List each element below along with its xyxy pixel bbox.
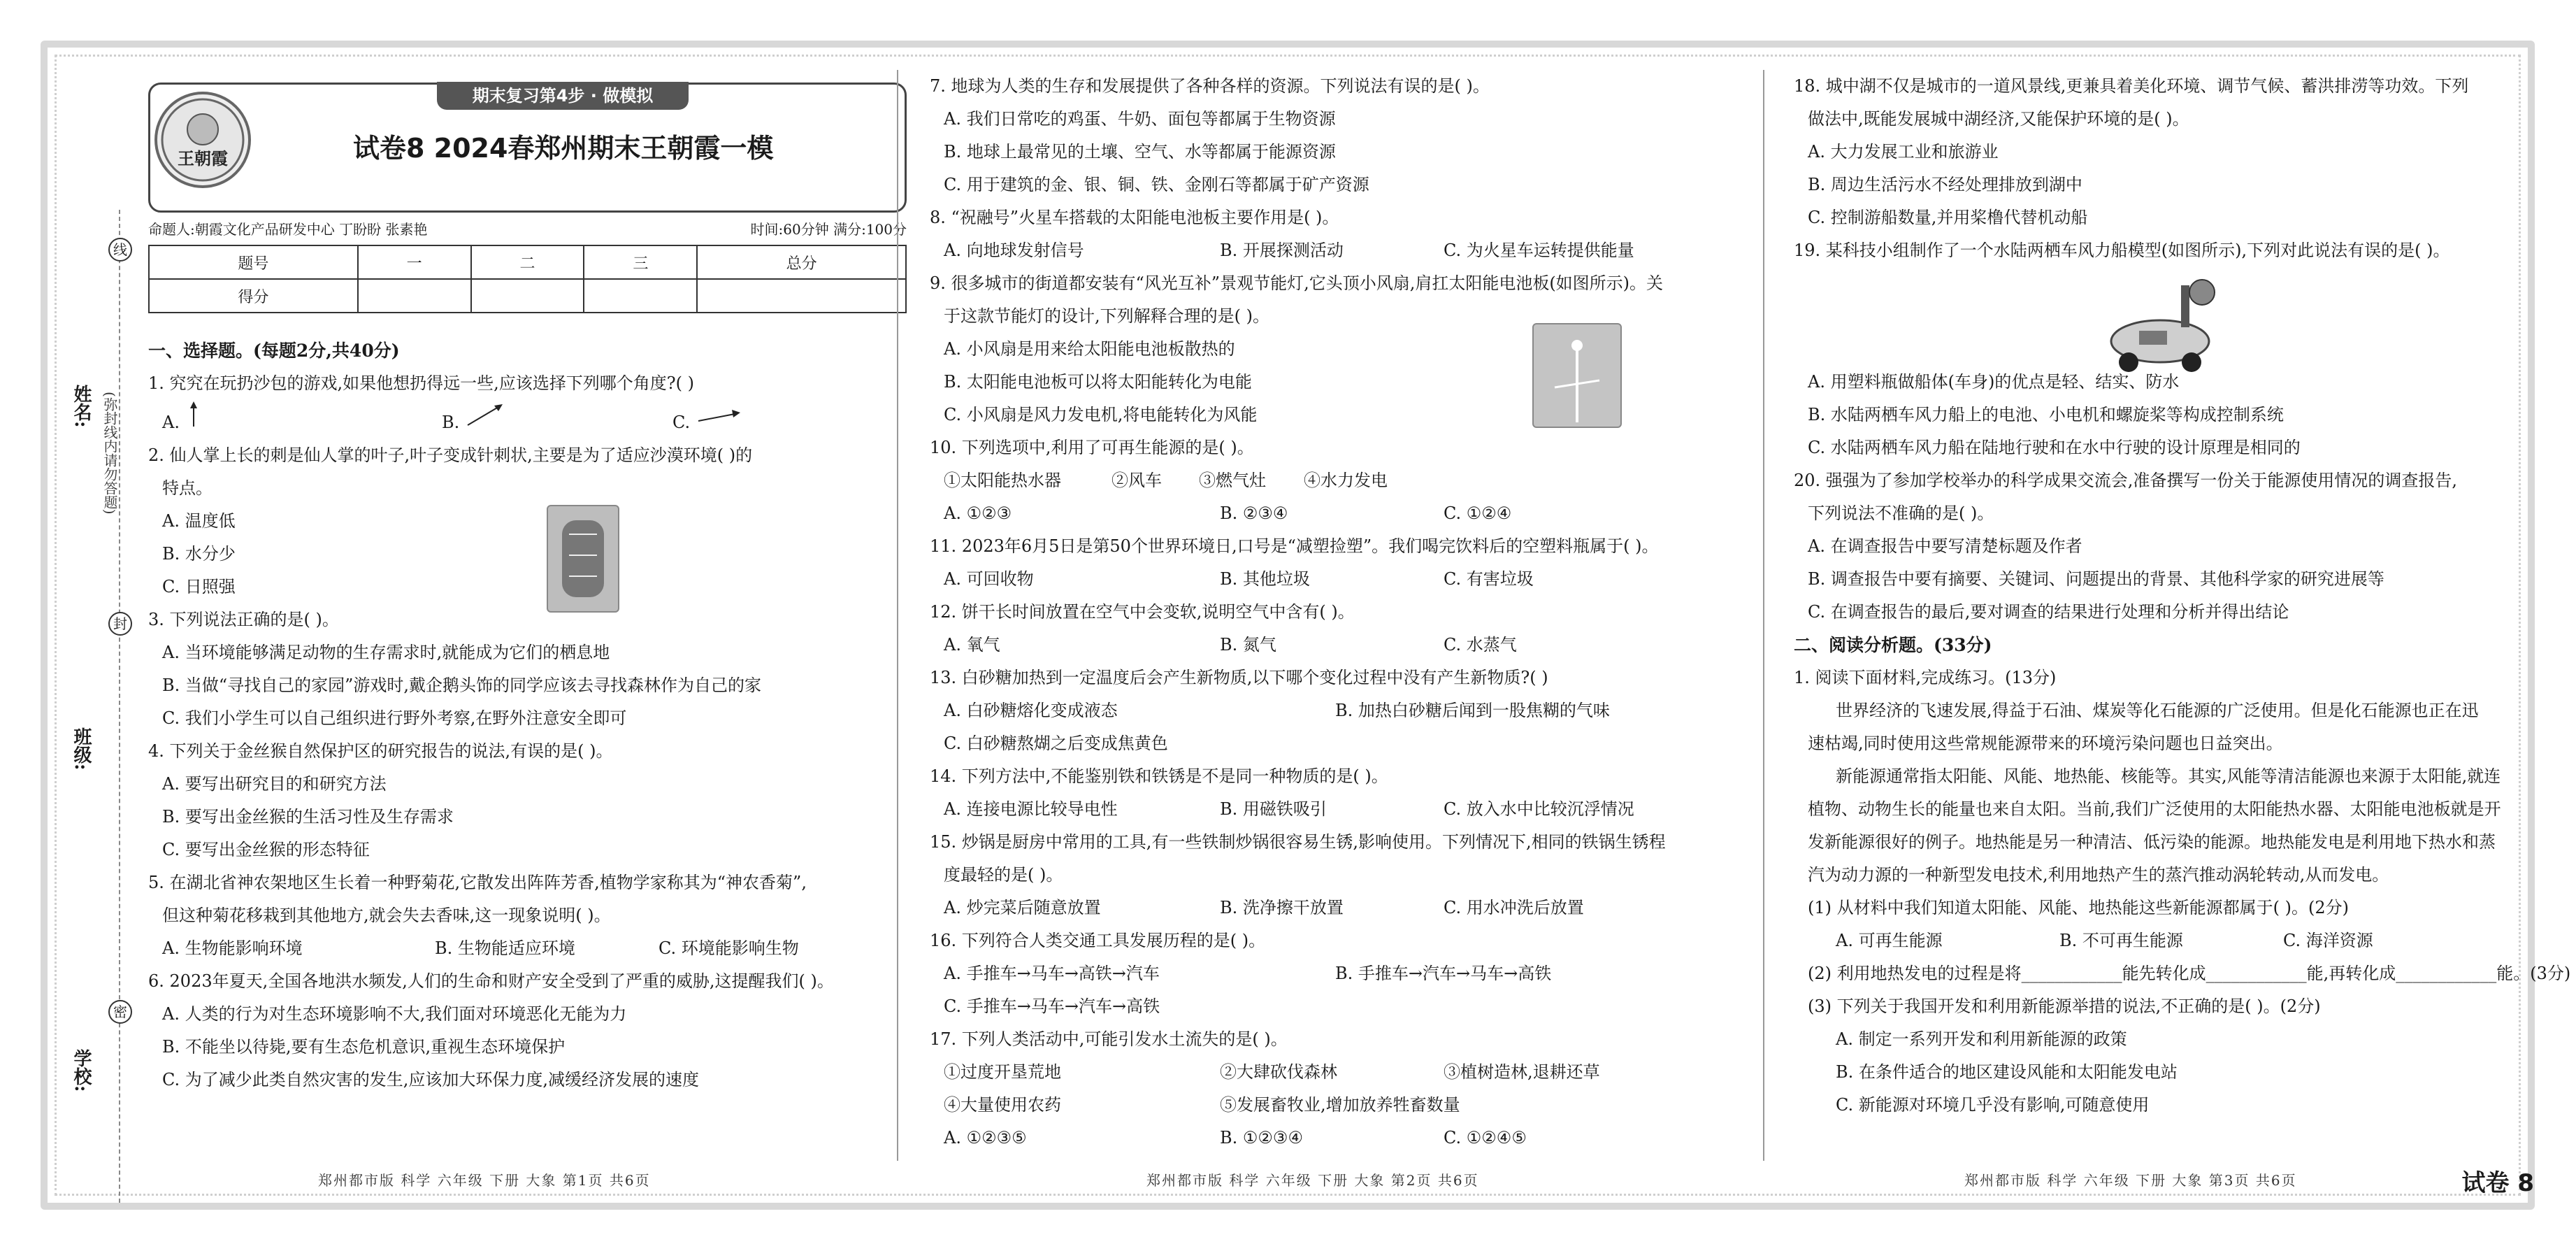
question: 4. 下列关于金丝猴自然保护区的研究报告的说法,有误的是( )。 — [148, 741, 613, 761]
q11-options — [930, 563, 1741, 596]
score-input-cell[interactable] — [358, 279, 471, 313]
page-footer: 郑州都市版 科学 六年级 下册 大象 第1页 共6页 — [318, 1172, 651, 1189]
question: 13. 白砂糖加热到一定温度后会产生新物质,以下哪个变化过程中没有产生新物质?( ) — [930, 668, 1548, 687]
score-input-cell[interactable] — [697, 279, 906, 313]
passage-line: 世界经济的飞速发展,得益于石油、煤炭等化石能源的广泛使用。但是化石能源也正在迅 — [1836, 701, 2479, 720]
passage-line: 发新能源很好的例子。地热能是另一种清洁、低污染的能源。地热能发电是利用地下热水和蒸 — [1808, 832, 2496, 852]
question: 1. 阅读下面材料,完成练习。(13分) — [1794, 668, 2057, 687]
sub-question: (2) 利用地热发电的过程是将____________能先转化成____________能,再转化成____________能。(3分) — [1808, 964, 2571, 983]
question: 7. 地球为人类的生存和发展提供了各种各样的资源。下列说法有误的是( )。 — [930, 76, 1490, 96]
question: 19. 某科技小组制作了一个水陆两栖车风力船模型(如图所示),下列对此说法有误的是( )。 — [1794, 241, 2450, 260]
table-cell: 三 — [584, 245, 697, 279]
q17-items — [930, 1056, 1741, 1089]
option: B. 调查报告中要有摘要、关键词、问题提出的背景、其他科学家的研究进展等 — [1808, 569, 2384, 589]
q13-options — [930, 694, 1741, 727]
boat-model-icon — [2097, 271, 2223, 383]
street-lamp-photo — [1532, 323, 1622, 428]
option: B. 手推车→汽车→马车→高铁 — [1335, 964, 1552, 983]
table-cell: 总分 — [697, 245, 906, 279]
column-3 — [1794, 70, 2571, 1122]
column-2 — [930, 70, 1741, 1155]
item: ①太阳能热水器 — [944, 471, 1061, 490]
option: B. 要写出金丝猴的生活习性及生存需求 — [162, 807, 454, 827]
step-tab: 期末复习第4步 · 做模拟 — [437, 82, 689, 110]
item: ③燃气灶 — [1199, 471, 1266, 490]
cactus-photo — [547, 505, 619, 613]
seal-char: 封 — [108, 612, 132, 636]
option: A. 用塑料瓶做船体(车身)的优点是轻、结实、防水 — [1808, 372, 2180, 392]
score-table — [148, 245, 907, 313]
section-title: 一、选择题。(每题2分,共40分) — [148, 341, 400, 361]
option: B. 水陆两栖车风力船上的电池、小电机和螺旋桨等构成控制系统 — [1808, 405, 2284, 424]
column-divider — [897, 70, 898, 1161]
table-cell: 题号 — [149, 245, 358, 279]
exam-number-tag: 试卷 8 — [2461, 1169, 2534, 1197]
option-label: A. — [162, 413, 180, 432]
class-label: 班级: — [71, 727, 92, 771]
question: 20. 强强为了参加学校举办的科学成果交流会,准备撰写一份关于能源使用情况的调查报告, — [1794, 471, 2458, 490]
question-cont: 做法中,既能发展城中湖经济,又能保护环境的是( )。 — [1808, 109, 2189, 129]
passage-line: 速枯竭,同时使用这些常规能源带来的环境污染问题也日益突出。 — [1808, 734, 2283, 753]
table-row — [149, 279, 906, 313]
exam-title: 试卷8 2024春郑州期末王朝霞一模 — [353, 133, 774, 164]
arrow-up-icon — [185, 400, 213, 428]
cactus-icon — [548, 506, 618, 611]
question: 3. 下列说法正确的是( )。 — [148, 610, 339, 629]
option: C. 水蒸气 — [1444, 635, 1517, 655]
option: B. 当做“寻找自己的家园”游戏时,戴企鹅头饰的同学应该去寻找森林作为自己的家 — [162, 675, 762, 695]
page-footer: 郑州都市版 科学 六年级 下册 大象 第2页 共6页 — [1146, 1172, 1479, 1189]
option: C. ①②④ — [1444, 503, 1512, 523]
option: C. 为火星车运转提供能量 — [1444, 241, 1634, 260]
option: C. 小风扇是风力发电机,将电能转化为风能 — [944, 405, 1258, 424]
option: A. 小风扇是用来给太阳能电池板散热的 — [944, 339, 1235, 359]
option: B. ①②③④ — [1220, 1128, 1303, 1148]
q8-options — [930, 234, 1741, 267]
option: A. 连接电源比较导电性 — [944, 799, 1118, 819]
option: C. 海洋资源 — [2283, 931, 2373, 950]
option: C. 在调查报告的最后,要对调查的结果进行处理和分析并得出结论 — [1808, 602, 2289, 622]
option: A. 白砂糖熔化变成液态 — [944, 701, 1118, 720]
option: A. 当环境能够满足动物的生存需求时,就能成为它们的栖息地 — [162, 643, 610, 662]
s1-options — [1794, 924, 2521, 957]
passage-line: 新能源通常指太阳能、风能、地热能、核能等。其实,风能等清洁能源也来源于太阳能,就连 — [1836, 766, 2501, 786]
question: 16. 下列符合人类交通工具发展历程的是( )。 — [930, 931, 1266, 950]
question: 18. 城中湖不仅是城市的一道风景线,更兼具着美化环境、调节气候、蓄洪排涝等功效。下列 — [1794, 76, 2469, 96]
option: A. ①②③ — [944, 503, 1012, 523]
question-cont: 度最轻的是( )。 — [944, 865, 1063, 885]
option: B. 水分少 — [162, 544, 236, 564]
time-score: 时间:60分钟 满分:100分 — [750, 221, 907, 238]
name-label: 姓名: — [71, 385, 92, 428]
sub-question: (1) 从材料中我们知道太阳能、风能、地热能这些新能源都属于( )。(2分) — [1808, 898, 2349, 917]
option: C. ①②④⑤ — [1444, 1128, 1527, 1148]
question: 9. 很多城市的街道都安装有“风光互补”景观节能灯,它头顶小风扇,肩扛太阳能电池板(如图所示)。关 — [930, 273, 1664, 293]
item: ④大量使用农药 — [944, 1095, 1061, 1115]
option: C. 有害垃圾 — [1444, 569, 1534, 589]
score-input-cell[interactable] — [584, 279, 697, 313]
table-row — [149, 245, 906, 279]
question: 2. 仙人掌上长的刺是仙人掌的叶子,叶子变成针刺状,主要是为了适应沙漠环境( )的 — [148, 445, 753, 465]
option: A. 氧气 — [944, 635, 1000, 655]
option: C. 要写出金丝猴的形态特征 — [162, 840, 370, 859]
question-cont: 于这款节能灯的设计,下列解释合理的是( )。 — [944, 306, 1269, 326]
brand-logo — [154, 92, 251, 188]
question: 11. 2023年6月5日是第50个世界环境日,口号是“减塑捡塑”。我们喝完饮料后的空塑料瓶属于( )。 — [930, 536, 1659, 556]
option: B. 加热白砂糖后闻到一股焦糊的气味 — [1335, 701, 1610, 720]
option: C. 新能源对环境几乎没有影响,可随意使用 — [1836, 1095, 2150, 1115]
item: ①过度开垦荒地 — [944, 1062, 1061, 1082]
option: C. 白砂糖熬煳之后变成焦黄色 — [944, 734, 1168, 753]
option: B. 生物能适应环境 — [435, 938, 575, 958]
question: 10. 下列选项中,利用了可再生能源的是( )。 — [930, 438, 1254, 457]
option: C. 我们小学生可以自己组织进行野外考察,在野外注意安全即可 — [162, 708, 627, 728]
column-1 — [148, 334, 910, 1096]
option: C. 控制游船数量,并用桨橹代替机动船 — [1808, 208, 2088, 227]
option: C. 用水冲洗后放置 — [1444, 898, 1584, 917]
seal-char: 密 — [108, 1000, 132, 1024]
q1-options — [148, 400, 910, 439]
option: A. 制定一系列开发和利用新能源的政策 — [1836, 1029, 2127, 1049]
exam-meta — [148, 218, 907, 238]
option: B. 周边生活污水不经处理排放到湖中 — [1808, 175, 2082, 194]
item: ③植树造林,退耕还草 — [1444, 1062, 1600, 1082]
arrow-shallow-icon — [696, 400, 744, 428]
option: A. 生物能影响环境 — [162, 938, 303, 958]
svg-text:王朝霞: 王朝霞 — [178, 149, 228, 169]
option: A. 向地球发射信号 — [944, 241, 1084, 260]
option: B. 太阳能电池板可以将太阳能转化为电能 — [944, 372, 1252, 392]
page-footer: 郑州都市版 科学 六年级 下册 大象 第3页 共6页 — [1964, 1172, 2297, 1189]
option: C. 手推车→马车→汽车→高铁 — [944, 996, 1160, 1016]
passage-line: 汽为动力源的一种新型发电技术,利用地热产生的蒸汽推动涡轮转动,从而发电。 — [1808, 865, 2389, 885]
item: ⑤发展畜牧业,增加放养牲畜数量 — [1220, 1095, 1460, 1115]
option: B. 不可再生能源 — [2059, 931, 2183, 950]
q15-options — [930, 892, 1741, 924]
table-cell: 得分 — [149, 279, 358, 313]
option: B. ②③④ — [1220, 503, 1288, 523]
option-label: C. — [672, 413, 691, 432]
q14-options — [930, 793, 1741, 826]
item: ④水力发电 — [1304, 471, 1388, 490]
option: A. 要写出研究目的和研究方法 — [162, 774, 387, 794]
option: A. 可再生能源 — [1836, 931, 1943, 950]
option: B. 地球上最常见的土壤、空气、水等都属于能源资源 — [944, 142, 1336, 162]
option: A. 大力发展工业和旅游业 — [1808, 142, 1999, 162]
school-label: 学校: — [71, 1049, 92, 1092]
question: 6. 2023年夏天,全国各地洪水频发,人们的生命和财产安全受到了严重的威胁,这提醒我们( )。 — [148, 971, 834, 991]
seal-line — [119, 210, 120, 1203]
option-label: B. — [442, 413, 460, 432]
section-title: 二、阅读分析题。(33分) — [1794, 635, 1992, 655]
option: B. 其他垃圾 — [1220, 569, 1310, 589]
question-cont: 但这种菊花移栽到其他地方,就会失去香味,这一现象说明( )。 — [162, 906, 611, 925]
seal-note: (弥封线内请勿答题) — [101, 392, 118, 515]
question: 17. 下列人类活动中,可能引发水土流失的是( )。 — [930, 1029, 1288, 1049]
item: ②风车 — [1111, 471, 1162, 490]
option: A. 炒完菜后随意放置 — [944, 898, 1101, 917]
question: 15. 炒锅是厨房中常用的工具,有一些铁制炒锅很容易生锈,影响使用。下列情况下,相同的铁锅生锈程 — [930, 832, 1666, 852]
q5-options — [148, 932, 910, 965]
table-cell: 二 — [471, 245, 584, 279]
option: B. 用磁铁吸引 — [1220, 799, 1327, 819]
question: 12. 饼干长时间放置在空气中会变软,说明空气中含有( )。 — [930, 602, 1355, 622]
author-line: 命题人:朝霞文化产品研发中心 丁盼盼 张素艳 — [148, 221, 428, 238]
passage-line: 植物、动物生长的能量也来自太阳。当前,我们广泛使用的太阳能热水器、太阳能电池板就是开 — [1808, 799, 2501, 819]
option: C. 水陆两栖车风力船在陆地行驶和在水中行驶的设计原理是相同的 — [1808, 438, 2301, 457]
q10-options — [930, 497, 1741, 530]
option: A. ①②③⑤ — [944, 1128, 1027, 1148]
seal-char: 线 — [108, 238, 132, 262]
option: C. 环境能影响生物 — [659, 938, 799, 958]
q16-options — [930, 957, 1741, 990]
option: A. 可回收物 — [944, 569, 1034, 589]
score-input-cell[interactable] — [471, 279, 584, 313]
option: C. 放入水中比较沉浮情况 — [1444, 799, 1634, 819]
option: B. 在条件适合的地区建设风能和太阳能发电站 — [1836, 1062, 2178, 1082]
question: 1. 究究在玩扔沙包的游戏,如果他想扔得远一些,应该选择下列哪个角度?( ) — [148, 373, 695, 393]
column-divider — [1763, 70, 1764, 1161]
q17-options — [930, 1122, 1741, 1155]
table-cell: 一 — [358, 245, 471, 279]
amphibious-boat-figure — [2097, 271, 2223, 383]
street-lamp-icon — [1534, 324, 1620, 427]
q12-options — [930, 629, 1741, 662]
question: 5. 在湖北省神农架地区生长着一种野菊花,它散发出阵阵芳香,植物学家称其为“神农香菊”, — [148, 873, 807, 892]
q10-items — [930, 464, 1741, 497]
option: B. 不能坐以待毙,要有生态危机意识,重视生态环境保护 — [162, 1037, 566, 1057]
question: 14. 下列方法中,不能鉴别铁和铁锈是不是同一种物质的是( )。 — [930, 766, 1388, 786]
exam-header — [148, 83, 907, 213]
option: B. 开展探测活动 — [1220, 241, 1344, 260]
option: A. 我们日常吃的鸡蛋、牛奶、面包等都属于生物资源 — [944, 109, 1336, 129]
item: ②大肆砍伐森林 — [1220, 1062, 1337, 1082]
option: C. 日照强 — [162, 577, 236, 596]
question: 8. “祝融号”火星车搭载的太阳能电池板主要作用是( )。 — [930, 208, 1339, 227]
question-cont: 下列说法不准确的是( )。 — [1808, 503, 1994, 523]
option: B. 洗净擦干放置 — [1220, 898, 1344, 917]
sub-question: (3) 下列关于我国开发和利用新能源举措的说法,不正确的是( )。(2分) — [1808, 996, 2321, 1016]
arrow-diagonal-icon — [465, 400, 507, 428]
question-cont: 特点。 — [162, 478, 213, 498]
option: A. 温度低 — [162, 511, 236, 531]
logo-emblem-icon — [157, 94, 248, 185]
q17-items — [930, 1089, 1741, 1122]
option: A. 在调查报告中要写清楚标题及作者 — [1808, 536, 2082, 556]
option: B. 氮气 — [1220, 635, 1276, 655]
option: C. 为了减少此类自然灾害的发生,应该加大环保力度,减缓经济发展的速度 — [162, 1070, 700, 1089]
option: C. 用于建筑的金、银、铜、铁、金刚石等都属于矿产资源 — [944, 175, 1369, 194]
option: A. 手推车→马车→高铁→汽车 — [944, 964, 1160, 983]
option: A. 人类的行为对生态环境影响不大,我们面对环境恶化无能为力 — [162, 1004, 627, 1024]
